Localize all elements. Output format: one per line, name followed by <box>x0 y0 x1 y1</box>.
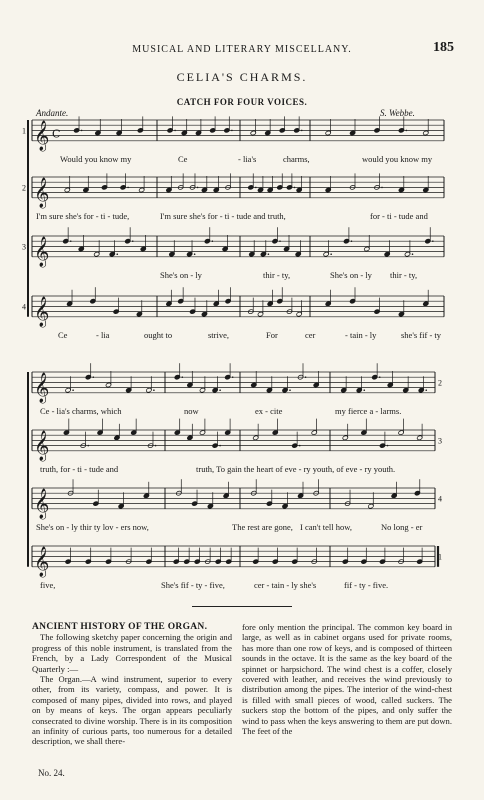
footer-number: No. 24. <box>38 768 65 778</box>
lyric-fragment: five, <box>40 579 56 590</box>
voice-number: 2 <box>22 183 26 193</box>
lyric-fragment: She's on - ly <box>160 269 202 280</box>
article-paragraph: The Organ.—A wind instrument, superior to every other, from its variety, compass, and power. It is composed of many pipes, divided into rows, and played on by means of keys. The organ appears peculiarly consecrated to divine worship. There is in its composition an infinity of curious parts, too numerous for a detailed description, we shall there- <box>32 674 232 747</box>
lyric-fragment: she's fif - ty <box>401 329 442 340</box>
lyric-fragment: I'm sure she's for - ti - tude and truth, <box>160 210 286 221</box>
article-left-column <box>32 622 232 747</box>
lyric-fragment: Would you know my <box>60 153 132 164</box>
note-dot <box>127 187 129 189</box>
lyric-fragment: She's fif - ty - five, <box>161 579 225 590</box>
note-dot <box>255 187 257 189</box>
lyric-fragment: truth, To gain the heart of eve - ry youth, of eve - ry youth. <box>196 463 396 474</box>
note-dot <box>194 253 196 255</box>
note-dot <box>363 389 365 391</box>
lyric-fragment: would you know my <box>362 153 433 164</box>
note-dot <box>425 389 427 391</box>
note-dot <box>351 240 353 242</box>
lyric-fragment: cer - tain - ly she's <box>254 579 317 590</box>
note-dot <box>132 240 134 242</box>
treble-clef: 𝄞 <box>34 488 50 519</box>
voice-number: 3 <box>22 242 26 252</box>
page-number: 185 <box>433 40 454 55</box>
note-dot <box>174 130 176 132</box>
note-dot <box>299 445 301 447</box>
note-dot <box>219 389 221 391</box>
lyric-fragment: For <box>266 329 278 340</box>
song-title: CELIA'S CHARMS. <box>176 70 308 84</box>
article-title: ANCIENT HISTORY OF THE ORGAN. <box>32 622 208 632</box>
lyric-fragment: - lia's <box>238 153 257 164</box>
lyric-fragment: my fierce a - larms. <box>335 405 402 416</box>
note-dot <box>219 445 221 447</box>
lyric-fragment: She's on - ly <box>330 269 372 280</box>
tempo-marking: Andante. <box>36 108 69 118</box>
lyric-fragment: thir - ty, <box>263 269 291 280</box>
note-dot <box>155 445 157 447</box>
note-dot <box>197 187 199 189</box>
lyric-fragment: No long - er <box>381 521 423 532</box>
lyric-fragment: - lia <box>96 329 110 340</box>
note-dot <box>81 130 83 132</box>
note-dot <box>379 376 381 378</box>
note-dot <box>432 240 434 242</box>
lyric-fragment: strive, <box>208 329 230 340</box>
running-header <box>0 40 484 60</box>
lyric-fragment: thir - ty, <box>390 269 418 280</box>
treble-clef: 𝄞 <box>34 120 50 151</box>
lyric-fragment: Ce <box>58 329 68 340</box>
lyric-fragment: now <box>184 405 199 416</box>
voice-number: 1 <box>438 552 442 562</box>
note-dot <box>279 240 281 242</box>
voice-number: 4 <box>438 494 442 504</box>
note-dot <box>87 445 89 447</box>
treble-clef: 𝄞 <box>34 372 50 403</box>
note-dot <box>232 376 234 378</box>
note-dot <box>406 130 408 132</box>
section-divider <box>192 606 292 607</box>
note-dot <box>93 376 95 378</box>
treble-clef: 𝄞 <box>34 546 50 577</box>
voice-number: 1 <box>22 126 26 136</box>
note-dot <box>294 187 296 189</box>
note-dot <box>301 130 303 132</box>
lyric-fragment: - tain - ly <box>345 329 377 340</box>
note-dot <box>268 253 270 255</box>
note-dot <box>387 445 389 447</box>
voice-number: 3 <box>438 436 442 446</box>
note-dot <box>116 253 118 255</box>
lyric-fragment: fif - ty - five. <box>344 579 389 590</box>
note-dot <box>153 389 155 391</box>
lyric-fragment: truth, for - ti - tude and <box>40 463 119 474</box>
lyric-fragment: cer <box>305 329 316 340</box>
note-dot <box>289 389 291 391</box>
treble-clef: 𝄞 <box>34 296 50 327</box>
article-right-column <box>242 622 452 736</box>
treble-clef: 𝄞 <box>34 430 50 461</box>
note-dot <box>412 253 414 255</box>
time-signature: C <box>52 127 61 141</box>
lyric-fragment: Ce <box>178 153 188 164</box>
lyric-fragment: I can't tell how, <box>300 521 352 532</box>
lyric-fragment: I'm sure she's for - ti - tude, <box>36 210 130 221</box>
note-dot <box>182 376 184 378</box>
lyric-fragment: charms, <box>283 153 310 164</box>
article-intro: The following sketchy paper concerning the origin and progress of this noble instrument, is translated from the French, by a Lady Correspondent of the Musical Quarterly :— <box>32 632 232 674</box>
note-dot <box>305 376 307 378</box>
note-dot <box>70 240 72 242</box>
treble-clef: 𝄞 <box>34 177 50 208</box>
lyric-fragment: Ce - lia's charms, which <box>40 405 122 416</box>
song-subtitle: CATCH FOR FOUR VOICES. <box>176 97 308 107</box>
voice-number: 4 <box>22 302 26 312</box>
composer-name: S. Webbe. <box>380 108 415 118</box>
note-dot <box>72 389 74 391</box>
lyric-fragment: She's on - ly thir ty lov - ers now, <box>36 521 149 532</box>
voice-number: 2 <box>438 378 442 388</box>
treble-clef: 𝄞 <box>34 236 50 267</box>
lyric-fragment: for - ti - tude and <box>370 210 428 221</box>
note-dot <box>212 240 214 242</box>
lyric-fragment: ought to <box>144 329 173 340</box>
note-dot <box>330 253 332 255</box>
lyric-fragment: ex - cite <box>255 405 283 416</box>
note-dot <box>231 130 233 132</box>
note-dot <box>381 187 383 189</box>
running-title: MUSICAL AND LITERARY MISCELLANY. <box>132 44 352 55</box>
article-continuation: fore only mention the principal. The common key board in large, as well as in cabinet organs used for private rooms, has more than one row of keys, and is composed of thirteen sounds in the octave. It is the same as the key board of the spinnet or harpsichord. The wind chest is a coffer, closely covered with leather, and receives the wind previously to distribution among the pipes. The interior of the wind-chest is filled with small pieces of wood, called suckers. The suckers stop the bottom of the pipes, and only suffer the wind to pass when the keys answering to them are put down. The feet of the <box>242 622 452 737</box>
lyric-fragment: The rest are gone, <box>232 521 293 532</box>
